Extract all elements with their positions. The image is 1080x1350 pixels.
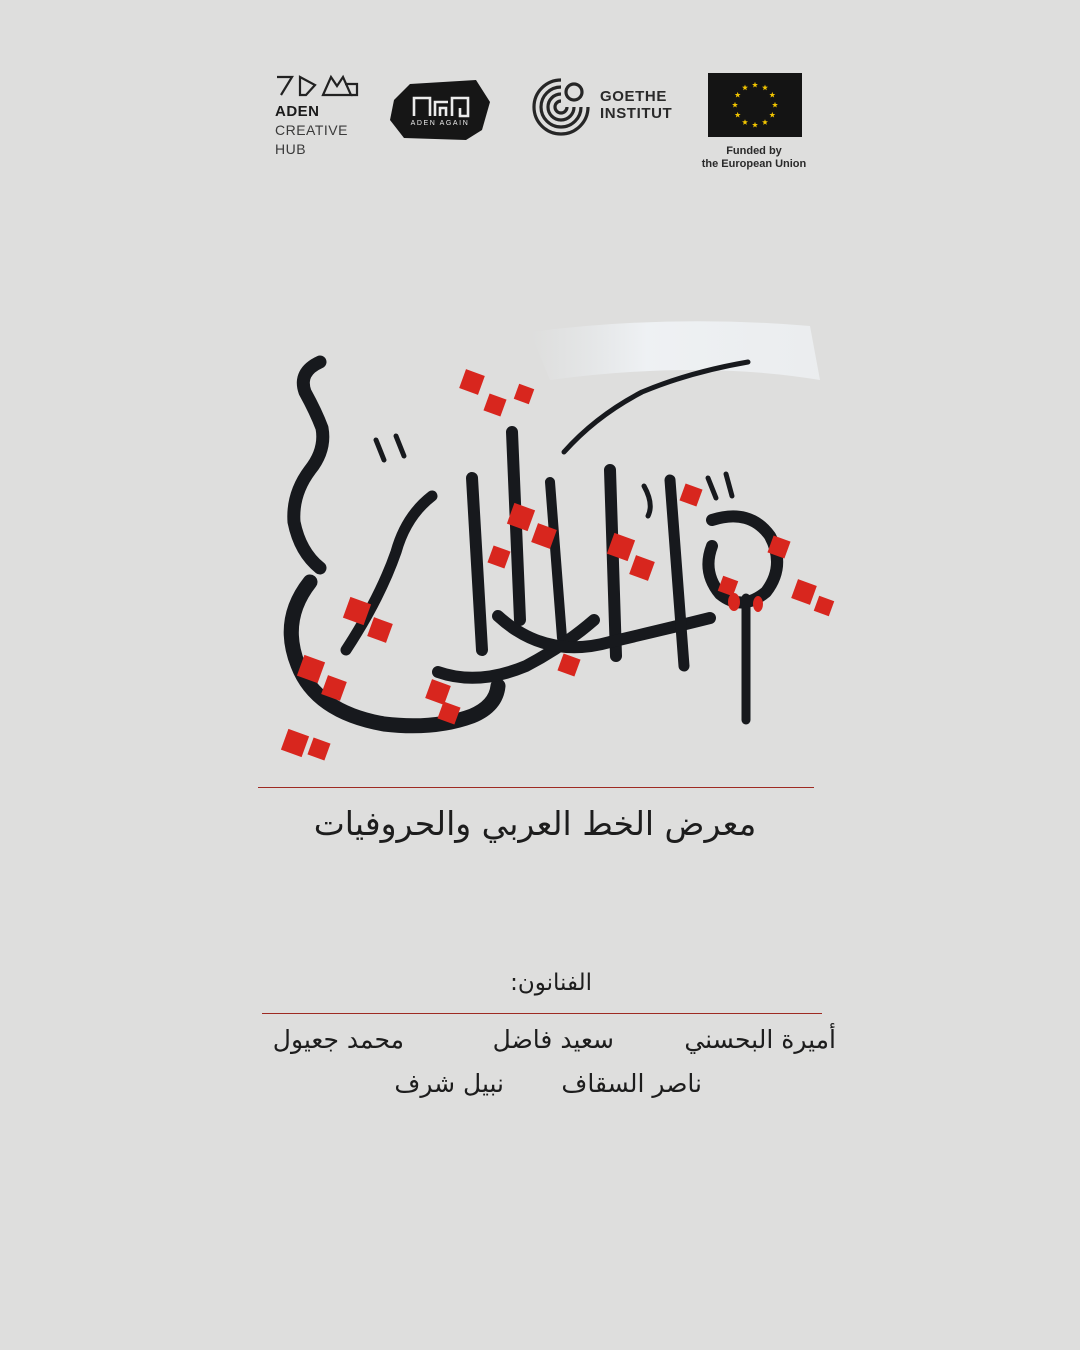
aden-creative-hub-line3: HUB <box>275 141 307 157</box>
goethe-spiral-icon <box>530 76 592 138</box>
subtitle-divider <box>258 787 814 788</box>
goethe-institut-text <box>600 88 672 122</box>
artist-name: أميرة البحسني <box>684 1025 836 1054</box>
sponsor-logos <box>0 0 1080 200</box>
eu-star-icon <box>742 119 748 125</box>
eu-star-icon <box>769 92 775 98</box>
goethe-line2: INSTITUT <box>600 105 673 122</box>
eu-star-icon <box>762 119 768 125</box>
calligraphy-artwork <box>250 320 850 780</box>
exhibition-subtitle: معرض الخط العربي والحروفيات <box>313 804 757 843</box>
aden-creative-hub-mark-icon <box>275 74 359 98</box>
eu-caption-line1: Funded by <box>726 145 782 157</box>
eu-star-icon <box>772 102 778 108</box>
artist-name: نبيل شرف <box>394 1069 504 1098</box>
aden-creative-hub-line1: ADEN <box>275 103 320 120</box>
eu-caption-line2: the European Union <box>701 158 807 170</box>
aden-again-logo <box>388 78 492 142</box>
aden-again-label: ADEN AGAIN <box>410 120 470 127</box>
paint-wash-shape <box>530 321 820 380</box>
eu-caption <box>700 145 808 171</box>
eu-star-icon <box>732 102 738 108</box>
eu-star-icon <box>742 85 748 91</box>
eu-star-icon <box>752 122 758 128</box>
artist-name: ناصر السقاف <box>561 1069 702 1098</box>
artist-name: محمد جعيول <box>272 1025 404 1054</box>
eu-flag-icon <box>708 73 802 137</box>
aden-again-badge-icon <box>388 78 492 142</box>
eu-star-icon <box>752 82 758 88</box>
artist-name: سعيد فاضل <box>492 1025 614 1054</box>
eu-star-icon <box>735 112 741 118</box>
eu-star-icon <box>762 85 768 91</box>
goethe-institut-logo <box>530 76 673 140</box>
eu-stars-icon <box>708 73 802 137</box>
artists-divider <box>262 1013 822 1014</box>
goethe-line1: GOETHE <box>600 88 667 105</box>
eu-star-icon <box>735 92 741 98</box>
aden-creative-hub-logo <box>275 74 375 159</box>
artists-heading: الفنانون: <box>510 970 592 996</box>
aden-creative-hub-line2: CREATIVE <box>275 122 348 138</box>
eu-star-icon <box>769 112 775 118</box>
